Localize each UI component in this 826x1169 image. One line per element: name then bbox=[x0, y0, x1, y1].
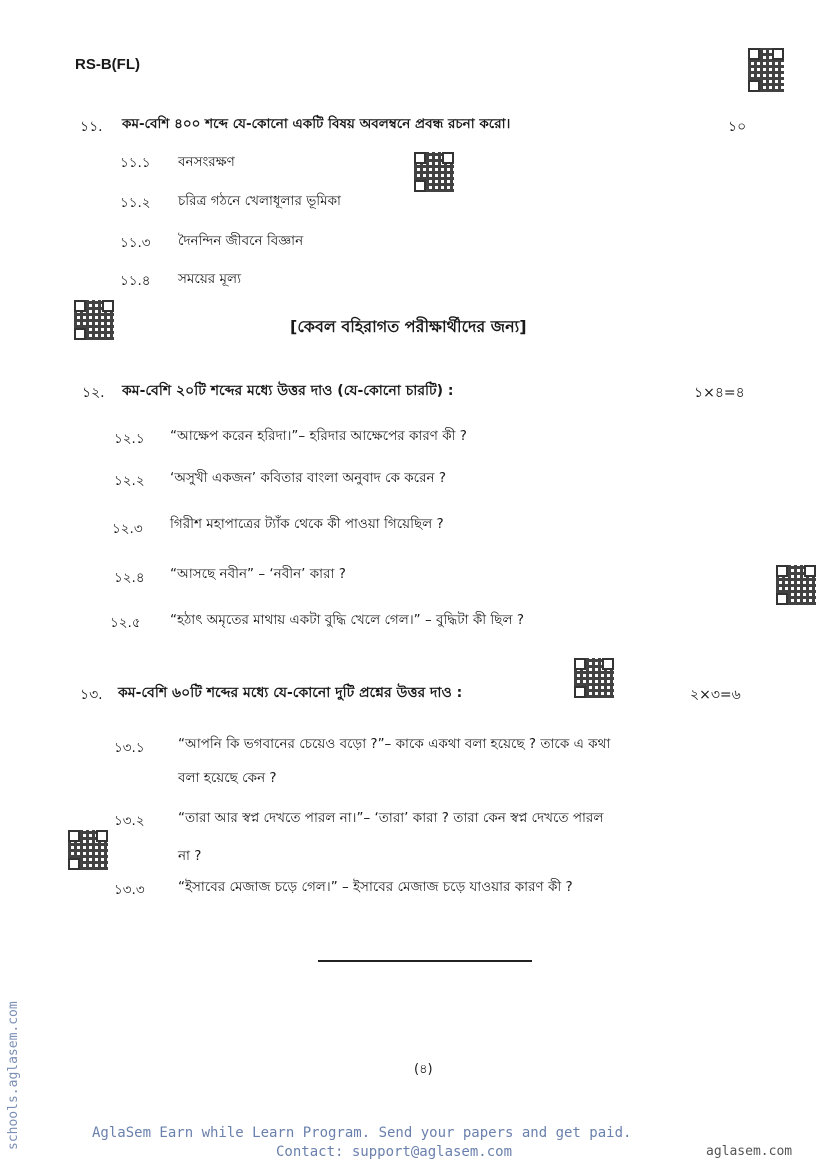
q12-5-text: “হঠাৎ অমৃতের মাথায় একটা বুদ্ধি খেলে গেল।” – বুদ্ধিটা কী ছিল ? bbox=[170, 612, 524, 628]
closing-rule bbox=[318, 960, 532, 962]
q13-1-number: ১৩.১ bbox=[114, 740, 145, 756]
q13-text: কম-বেশি ৬০টি শব্দের মধ্যে যে-কোনো দুটি প্রশ্নের উত্তর দাও : bbox=[118, 685, 463, 701]
q13-1-text-line2: বলা হয়েছে কেন ? bbox=[178, 770, 277, 786]
q12-number: ১২. bbox=[82, 385, 105, 401]
q12-4-text: “আসছে নবীন” – ‘নবীন’ কারা ? bbox=[170, 566, 346, 582]
q11-marks: ১০ bbox=[728, 119, 747, 135]
q12-marks: ১×৪=৪ bbox=[694, 385, 745, 401]
section-heading: [কেবল বহিরাগত পরীক্ষার্থীদের জন্য] bbox=[290, 317, 527, 336]
q13-number: ১৩. bbox=[80, 687, 103, 703]
q12-1-text: “আক্ষেপ করেন হরিদা।”– হরিদার আক্ষেপের কারণ কী ? bbox=[170, 428, 467, 444]
q11-3-text: দৈনন্দিন জীবনে বিজ্ঞান bbox=[178, 233, 304, 249]
footer-watermark-line1: AglaSem Earn while Learn Program. Send your papers and get paid. bbox=[92, 1125, 632, 1141]
q13-2-text-line1: “তারা আর স্বপ্ন দেখতে পারল না।”– ‘তারা’ কারা ? তারা কেন স্বপ্ন দেখতে পারল bbox=[178, 810, 604, 826]
q12-5-number: ১২.৫ bbox=[110, 615, 141, 631]
q13-2-number: ১৩.২ bbox=[114, 813, 145, 829]
q11-number: ১১. bbox=[80, 119, 103, 135]
q12-text: কম-বেশি ২০টি শব্দের মধ্যে উত্তর দাও (যে-কোনো চারটি) : bbox=[122, 383, 454, 399]
q12-3-number: ১২.৩ bbox=[112, 521, 143, 537]
qr-code-icon bbox=[574, 658, 614, 698]
page-number: (৪) bbox=[414, 1062, 433, 1077]
paper-code: RS-B(FL) bbox=[75, 56, 140, 73]
q11-4-number: ১১.৪ bbox=[120, 273, 151, 289]
q11-2-number: ১১.২ bbox=[120, 195, 151, 211]
qr-code-icon bbox=[68, 830, 108, 870]
qr-code-icon bbox=[414, 152, 454, 192]
qr-code-icon bbox=[74, 300, 114, 340]
q11-4-text: সময়ের মূল্য bbox=[178, 271, 241, 287]
footer-watermark-site: aglasem.com bbox=[706, 1144, 793, 1159]
q11-2-text: চরিত্র গঠনে খেলাধূলার ভূমিকা bbox=[178, 193, 341, 209]
q12-4-number: ১২.৪ bbox=[114, 570, 145, 586]
q13-2-text-line2: না ? bbox=[178, 848, 202, 864]
q11-3-number: ১১.৩ bbox=[120, 235, 151, 251]
q13-3-text-line1: “ইসাবের মেজাজ চড়ে গেল।” – ইসাবের মেজাজ চড়ে যাওয়ার কারণ কী ? bbox=[178, 879, 573, 895]
qr-code-icon bbox=[776, 565, 816, 605]
q13-1-text-line1: “আপনি কি ভগবানের চেয়েও বড়ো ?”– কাকে একথা বলা হয়েছে ? তাকে এ কথা bbox=[178, 736, 611, 752]
q13-marks: ২×৩=৬ bbox=[690, 687, 741, 703]
q12-1-number: ১২.১ bbox=[114, 431, 145, 447]
footer-watermark-line2: Contact: support@aglasem.com bbox=[276, 1144, 513, 1160]
q11-text: কম-বেশি ৪০০ শব্দে যে-কোনো একটি বিষয় অবলম্বনে প্রবন্ধ রচনা করো। bbox=[122, 116, 511, 132]
q11-1-number: ১১.১ bbox=[120, 155, 151, 171]
q12-2-number: ১২.২ bbox=[114, 473, 145, 489]
q11-1-text: বনসংরক্ষণ bbox=[178, 154, 235, 170]
qr-code-icon bbox=[748, 48, 784, 92]
q13-3-number: ১৩.৩ bbox=[114, 882, 145, 898]
q12-2-text: ‘অসুখী একজন’ কবিতার বাংলা অনুবাদ কে করেন ? bbox=[170, 470, 447, 486]
side-watermark: schools.aglasem.com bbox=[6, 1001, 21, 1150]
q12-3-text: গিরীশ মহাপাত্রের ট্যাঁক থেকে কী পাওয়া গিয়েছিল ? bbox=[170, 516, 444, 532]
